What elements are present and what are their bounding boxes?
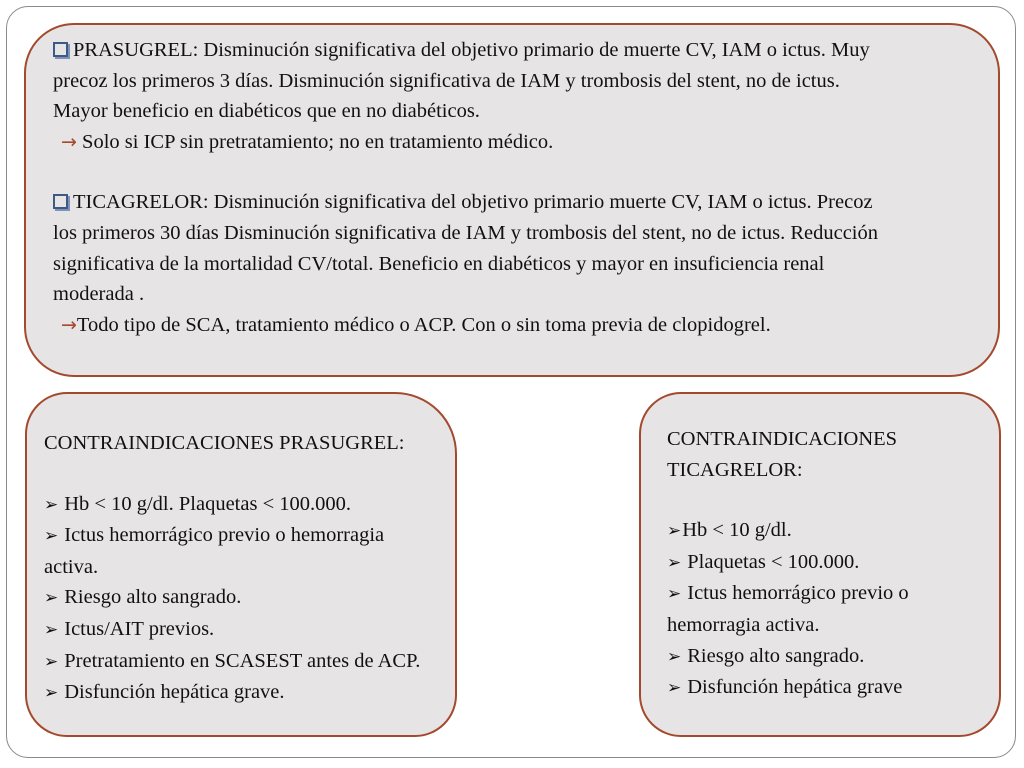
list-item: ➢ Hb < 10 g/dl. Plaquetas < 100.000. bbox=[44, 492, 352, 515]
ticagrelor-line-1: TICAGRELOR: Disminución significativa del objetivo primario muerte CV, IAM o ictus. Precoz bbox=[53, 187, 972, 218]
ticagrelor-line-3: significativa de la mortalidad CV/total. Beneficio en diabéticos y mayor en insuficiencia renal bbox=[53, 252, 825, 275]
list-item: ➢ Ictus hemorrágico previo o hemorragia bbox=[44, 524, 385, 547]
arrowhead-bullet-icon: ➢ bbox=[44, 494, 59, 515]
arrowhead-bullet-icon: ➢ bbox=[667, 584, 682, 605]
list-item: ➢ Ictus hemorrágico previo o bbox=[667, 582, 909, 605]
arrowhead-bullet-icon: ➢ bbox=[667, 678, 682, 699]
list-item: ➢ Plaquetas < 100.000. bbox=[667, 550, 860, 573]
arrowhead-bullet-icon: ➢ bbox=[44, 619, 59, 640]
right-arrow-icon: → bbox=[61, 313, 77, 336]
benefits-box bbox=[24, 23, 1000, 377]
arrowhead-bullet-icon: ➢ bbox=[44, 526, 59, 547]
prasugrel-note: → Solo si ICP sin pretratamiento; no en tratamiento médico. bbox=[61, 130, 554, 153]
prasugrel-line-3: Mayor beneficio en diabéticos que en no diabéticos. bbox=[53, 100, 480, 123]
list-item-continuation: activa. bbox=[44, 555, 99, 578]
contra-prasugrel-title: CONTRAINDICACIONES PRASUGREL: bbox=[44, 432, 405, 454]
list-item-continuation: hemorragia activa. bbox=[667, 613, 820, 636]
ticagrelor-line-2: los primeros 30 días Disminución significativa de IAM y trombosis del stent, no de ictus. Reducción bbox=[53, 221, 879, 244]
contra-ticagrelor-title-2: TICAGRELOR: bbox=[667, 458, 803, 481]
arrowhead-bullet-icon: ➢ bbox=[44, 588, 59, 609]
list-item: ➢Hb < 10 g/dl. bbox=[667, 519, 792, 542]
list-item: ➢ Riesgo alto sangrado. bbox=[44, 586, 242, 609]
contraindications-ticagrelor-box bbox=[639, 392, 1001, 737]
right-arrow-icon: → bbox=[61, 130, 77, 153]
arrowhead-bullet-icon: ➢ bbox=[44, 683, 59, 704]
list-item: ➢ Ictus/AIT previos. bbox=[44, 617, 215, 640]
list-item: ➢ Disfunción hepática grave bbox=[667, 676, 903, 699]
ticagrelor-line-4: moderada . bbox=[53, 283, 145, 306]
arrowhead-bullet-icon: ➢ bbox=[667, 552, 682, 573]
prasugrel-line-2: precoz los primeros 3 días. Disminución significativa de IAM y trombosis del stent, no de ictus. bbox=[53, 69, 840, 92]
list-item: ➢ Disfunción hepática grave. bbox=[44, 681, 285, 704]
list-item: ➢ Riesgo alto sangrado. bbox=[667, 644, 865, 667]
arrowhead-bullet-icon: ➢ bbox=[44, 651, 59, 672]
prasugrel-line-1: PRASUGREL: Disminución significativa del objetivo primario de muerte CV, IAM o ictus. Muy bbox=[53, 35, 972, 66]
checkbox-bullet-icon bbox=[53, 42, 68, 57]
contraindications-prasugrel-box bbox=[25, 392, 457, 737]
contra-ticagrelor-title-1: CONTRAINDICACIONES bbox=[667, 428, 898, 450]
checkbox-bullet-icon bbox=[53, 194, 68, 209]
ticagrelor-note: →Todo tipo de SCA, tratamiento médico o ACP. Con o sin toma previa de clopidogrel. bbox=[61, 313, 771, 336]
arrowhead-bullet-icon: ➢ bbox=[667, 646, 682, 667]
arrowhead-bullet-icon: ➢ bbox=[667, 521, 682, 542]
list-item: ➢ Pretratamiento en SCASEST antes de ACP. bbox=[44, 649, 421, 672]
